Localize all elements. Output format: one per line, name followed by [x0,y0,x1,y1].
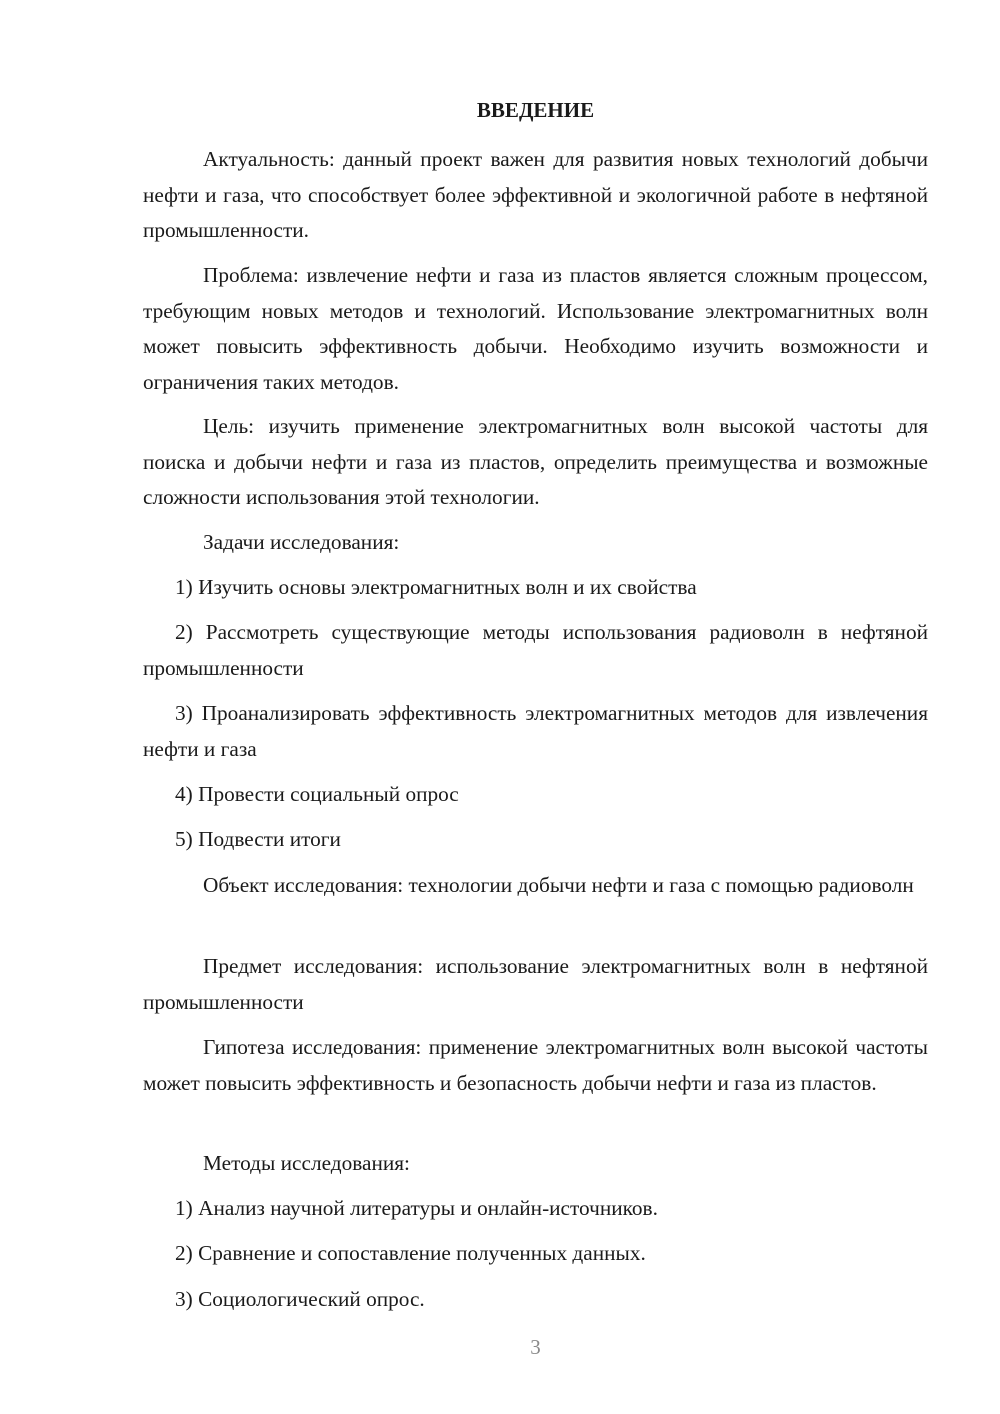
task-item: 1) Изучить основы электромагнитных волн и их свойства [175,575,697,599]
task-item: 2) Рассмотреть существующие методы использования радиоволн в нефтяной промышленности [143,620,928,680]
tasks-title: Задачи исследования: [203,530,400,554]
method-item: 3) Социологический опрос. [175,1287,425,1311]
subject-paragraph: Предмет исследования: использование электромагнитных волн в нефтяной промышленности [143,954,928,1014]
page-title: ВВЕДЕНИЕ [476,98,595,122]
methods-title: Методы исследования: [203,1151,410,1175]
method-item: 1) Анализ научной литературы и онлайн-источников. [175,1196,658,1220]
problem-paragraph: Проблема: извлечение нефти и газа из пластов является сложным процессом, требующим новых методов и технологий. Использование электромагнитных волн может повысить эффективность добычи. Необходимо изучить возможности и ограничения таких методов. [143,263,928,394]
hypothesis-paragraph: Гипотеза исследования: применение электромагнитных волн высокой частоты может повысить эффективность и безопасность добычи нефти и газа из пластов. [143,1035,928,1095]
task-item: 3) Проанализировать эффективность электромагнитных методов для извлечения нефти и газа [143,701,928,761]
object-paragraph: Объект исследования: технологии добычи нефти и газа с помощью радиоволн [203,873,914,897]
task-item: 5) Подвести итоги [175,827,341,851]
goal-paragraph: Цель: изучить применение электромагнитных волн высокой частоты для поиска и добычи нефти и газа из пластов, определить преимущества и возможные сложности использования этой технологии. [143,414,928,509]
method-item: 2) Сравнение и сопоставление полученных данных. [175,1241,646,1265]
page-number: 3 [530,1335,541,1359]
relevance-paragraph: Актуальность: данный проект важен для развития новых технологий добычи нефти и газа, что способствует более эффективной и экологичной работе в нефтяной промышленности. [143,147,928,242]
task-item: 4) Провести социальный опрос [175,782,459,806]
document-page [143,0,928,1414]
